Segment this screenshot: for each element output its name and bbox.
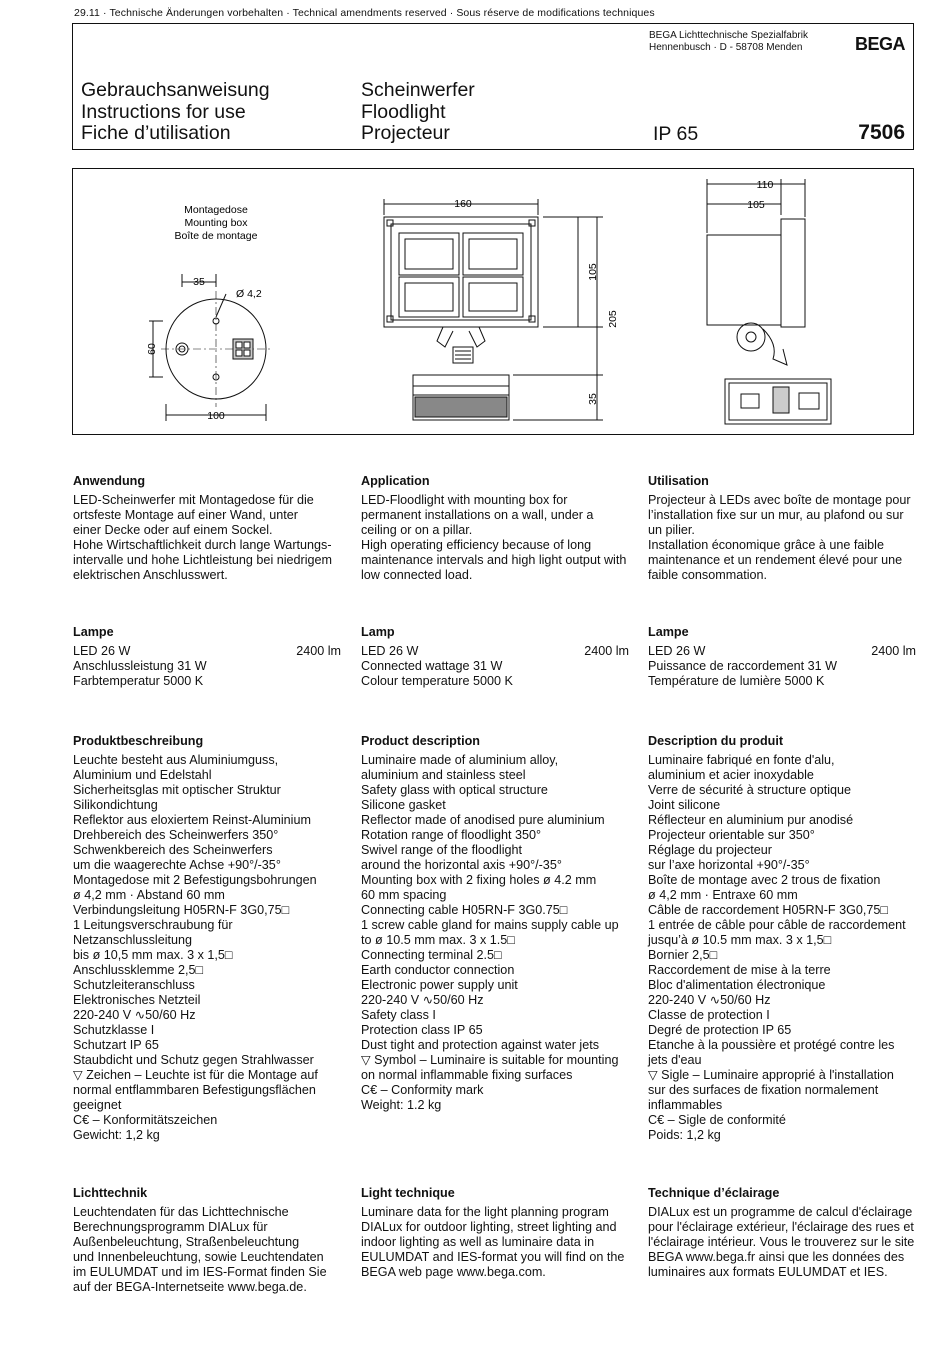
lamp-type: LED 26 W [648, 644, 706, 658]
title-block [72, 23, 914, 150]
section-title: Product description [361, 734, 480, 748]
dim-160-label: 160 [454, 198, 472, 210]
section-product-fr [648, 734, 930, 1143]
section-body: LED-Floodlight with mounting box for permanent installations on a wall, under a ceiling or on a pillar. High operating efficiency because of long maintenance intervals and high light output with low connected load. [361, 493, 627, 582]
dim-hole-label: Ø 4,2 [236, 288, 262, 300]
product-name [361, 80, 475, 145]
floodlight-side-drawing [707, 179, 831, 424]
top-note: 29.11 · Technische Änderungen vorbehalten · Technical amendments reserved · Sous réserve de modifications techniques [74, 7, 655, 19]
section-title: Anwendung [73, 474, 146, 488]
doc-type [81, 80, 270, 145]
section-title: Produktbeschreibung [73, 734, 204, 748]
dimension-drawing [73, 169, 915, 436]
lamp-lumen: 2400 lm [296, 644, 341, 658]
section-body: LED-Scheinwerfer mit Montagedose für die ortsfeste Montage auf einer Wand, unter einer Decke oder auf einem Sockel. Hohe Wirtschaftlichkeit durch lange Wartungs- intervalle und hohe Lichtleistung bei niedrigem elektrischen Anschlusswert. [73, 493, 333, 582]
section-lamp-en [361, 625, 629, 689]
ip-rating: IP 65 [653, 123, 699, 145]
section-title: Lamp [361, 625, 395, 639]
section-body: Projecteur à LEDs avec boîte de montage pour l’installation fixe sur un mur, au plafond ou sur un pilier. Installation économique grâce à une faible maintenance et un rendement élevé pour une faible consommation. [648, 493, 911, 582]
section-lamp-fr [648, 625, 916, 689]
technical-drawing [72, 168, 914, 435]
section-title: Utilisation [648, 474, 709, 488]
section-title: Lampe [648, 625, 689, 639]
section-application-en [361, 474, 643, 583]
section-body: Luminaire made of aluminium alloy, aluminium and stainless steel Safety glass with optical structure Silicone gasket Reflector made of anodised pure aluminium Rotation range of floodlight 350° Swivel range of the floodlight around the horizontal axis +90°/-35° Mounting box with 2 fixing holes ø 4.2 mm 60 mm spacing Connecting cable H05RN-F 3G0.75□ 1 screw cable gland for mains supply cable up to ø 10.5 mm max. 3 x 1.5□ Connecting terminal 2.5□ Earth conductor connection Electronic power supply unit 220-240 V ∿50/60 Hz Safety class I Protection class IP 65 Dust tight and protection against water jets ▽ Symbol – Luminaire is suitable for mounting on normal inflammable fixing surfaces C€ – Conformity mark Weight: 1.2 kg [361, 753, 619, 1112]
product-en: Floodlight [361, 100, 446, 123]
lamp-lumen: 2400 lm [871, 644, 916, 658]
section-title: Description du produit [648, 734, 784, 748]
section-body: Anschlussleistung 31 W Farbtemperatur 5000 K [73, 659, 207, 688]
dim-60-label: 60 [146, 343, 158, 355]
article-number: 7506 [858, 121, 905, 144]
section-light-fr [648, 1186, 930, 1280]
section-body: Puissance de raccordement 31 W Température de lumière 5000 K [648, 659, 837, 688]
section-light-en [361, 1186, 643, 1280]
mounting-box-label-de: Montagedose [184, 204, 248, 216]
doc-type-fr: Fiche d’utilisation [81, 122, 231, 144]
section-title: Light technique [361, 1186, 455, 1200]
section-title: Technique d’éclairage [648, 1186, 780, 1200]
section-body: Leuchtendaten für das Lichttechnische Berechnungsprogramm DIALux für Außenbeleuchtung, Straßenbeleuchtung und Innenbeleuchtung, sowie Leuchtendaten im EULUMDAT und im IES-Format finden Sie auf der BEGA-Internetseite www.bega.de. [73, 1205, 327, 1294]
section-body: Luminaire fabriqué en fonte d'alu, aluminium et acier inoxydable Verre de sécurité à structure optique Joint silicone Réflecteur en aluminium pur anodisé Projecteur orientable sur 350° Réglage du projecteur sur l’axe horizontal +90°/-35° Boîte de montage avec 2 trous de fixation ø 4,2 mm · Entraxe 60 mm Câble de raccordement H05RN-F 3G0,75□ 1 entrée de câble pour câble de raccordement jusqu’à ø 10.5 mm max. 3 x 1,5□ Bornier 2,5□ Raccordement de mise à la terre Bloc d'alimentation électronique 220-240 V ∿50/60 Hz Classe de protection I Degré de protection IP 65 Etanche à la poussière et protégé contre les jets d'eau ▽ Sigle – Luminaire approprié à l'installation sur des surfaces de fixation normalement inflammables C€ – Sigle de conformité Poids: 1,2 kg [648, 753, 906, 1142]
company-address [649, 30, 808, 54]
mounting-box-label-en: Mounting box [184, 217, 248, 229]
product-fr: Projecteur [361, 122, 450, 144]
section-lamp-de [73, 625, 341, 689]
doc-type-de: Gebrauchsanweisung [81, 79, 270, 101]
mounting-box-label-fr: Boîte de montage [174, 230, 258, 242]
bega-logo: BEGA [854, 34, 905, 54]
dim-35-vertical-label: 35 [587, 393, 599, 405]
dim-105-horizontal-label: 105 [747, 199, 765, 211]
section-body: Leuchte besteht aus Aluminiumguss, Aluminium und Edelstahl Sicherheitsglas mit optischer Struktur Silikondichtung Reflektor aus eloxiertem Reinst-Aluminium Drehbereich des Scheinwerfers 350° Schwenkbereich des Scheinwerfers um die waagerechte Achse +90°/-35° Montagedose mit 2 Befestigungsbohrungen ø 4,2 mm · Abstand 60 mm Verbindungsleitung H05RN-F 3G0,75□ 1 Leitungsverschraubung für Netzanschlussleitung bis ø 10,5 mm max. 3 x 1,5□ Anschlussklemme 2,5□ Schutzleiteranschluss Elektronisches Netzteil 220-240 V ∿50/60 Hz Schutzklasse I Schutzart IP 65 Staubdicht und Schutz gegen Strahlwasser ▽ Zeichen – Leuchte ist für die Montage auf normal entflammbaren Befestigungsflächen geeignet C€ – Konformitätszeichen Gewicht: 1,2 kg [73, 753, 318, 1142]
doc-type-en: Instructions for use [81, 100, 246, 123]
section-product-en [361, 734, 643, 1113]
dim-100-label: 100 [207, 410, 225, 422]
company-name: BEGA Lichttechnische Spezialfabrik [649, 30, 808, 41]
lamp-type: LED 26 W [361, 644, 419, 658]
company-location: Hennenbusch · D - 58708 Menden [649, 42, 803, 53]
section-body: Connected wattage 31 W Colour temperature 5000 K [361, 659, 513, 688]
floodlight-front-drawing [384, 199, 603, 420]
lamp-lumen: 2400 lm [584, 644, 629, 658]
lamp-type: LED 26 W [73, 644, 131, 658]
dim-35-label: 35 [193, 276, 205, 288]
section-body: Luminare data for the light planning program DIALux for outdoor lighting, street lighting and indoor lighting as well as luminaire data in EULUMDAT and IES-format you will find on the BEGA web page www.bega.com. [361, 1205, 625, 1279]
section-title: Application [361, 474, 430, 488]
product-de: Scheinwerfer [361, 79, 475, 101]
section-title: Lichttechnik [73, 1186, 148, 1200]
section-product-de [73, 734, 355, 1143]
section-title: Lampe [73, 625, 114, 639]
dim-105-vertical-label: 105 [587, 263, 599, 281]
section-light-de [73, 1186, 355, 1295]
section-application-de [73, 474, 355, 583]
section-body: DIALux est un programme de calcul d'éclairage pour l'éclairage extérieur, l'éclairage des rues et l'éclairage intérieur. Vous le trouverez sur le site BEGA www.bega.fr ainsi que les données des luminaires aux formats EULUMDAT et IES. [648, 1205, 915, 1279]
dim-205-label: 205 [607, 310, 619, 328]
dim-110-label: 110 [756, 179, 774, 191]
section-application-fr [648, 474, 930, 583]
